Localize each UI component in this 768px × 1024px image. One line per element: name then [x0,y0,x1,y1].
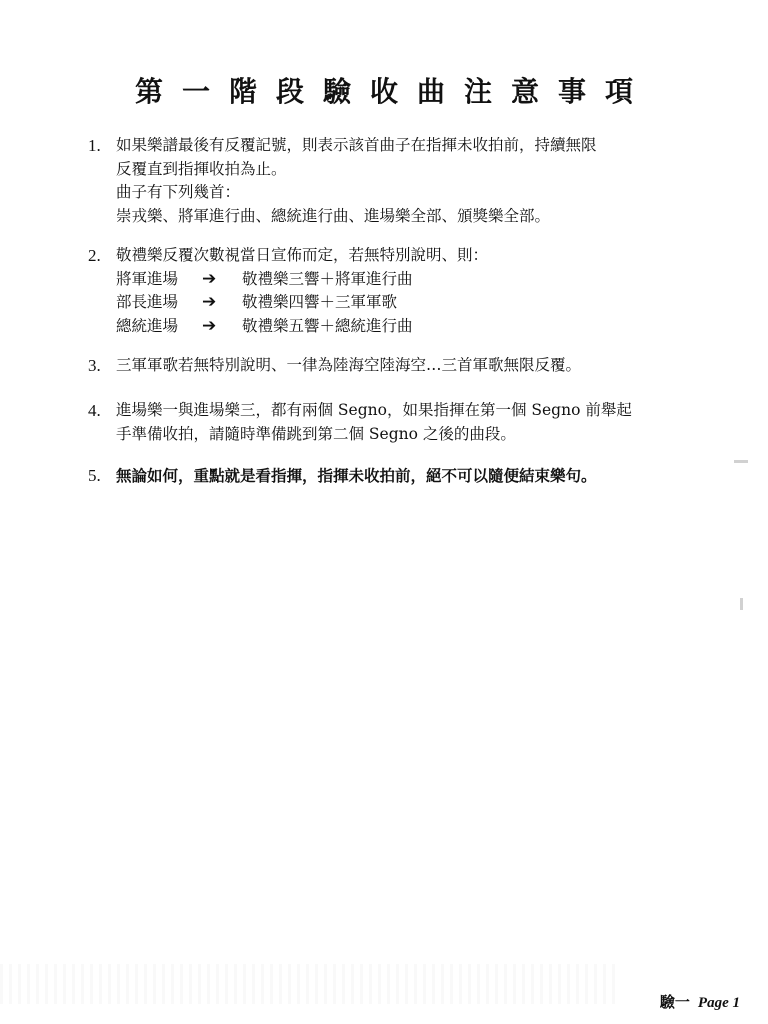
list-item-1 [88,134,708,228]
arrow-icon: ➔ [202,292,217,312]
occasion-label: 總統進場 [116,316,179,335]
footer-label: 驗一 [659,993,690,1011]
item-number: 5. [88,466,101,485]
item-intro: 敬禮樂反覆次數視當日宣佈而定，若無特別說明、則： [116,246,489,264]
item-line: 曲子有下列幾首： [116,183,241,201]
scan-speck [734,460,748,463]
arrow-icon: ➔ [202,268,217,289]
music-label: 敬禮樂三響＋將軍進行曲 [242,269,413,288]
item-line: 手準備收拍，請隨時準備跳到第二個 Segno 之後的曲段。 [116,424,516,443]
item-line: 三軍軍歌若無特別說明、一律為陸海空陸海空…三首軍歌無限反覆。 [116,356,582,374]
protocol-row [116,315,708,339]
list-item-4 [88,399,708,446]
occasion-label: 將軍進場 [116,269,179,288]
music-label: 敬禮樂四響＋三軍軍歌 [242,293,398,311]
item-number: 4. [88,401,101,420]
page-number: Page 1 [697,995,740,1011]
music-label: 敬禮樂五響＋總統進行曲 [242,316,413,335]
item-number: 2. [88,246,101,265]
occasion-label: 部長進場 [116,293,179,311]
item-line: 進場樂一與進場樂三，都有兩個 Segno，如果指揮在第一個 Segno 前舉起 [116,401,632,419]
item-line: 崇戎樂、將軍進行曲、總統進行曲、進場樂全部、頒獎樂全部。 [116,206,551,225]
item-body [116,399,708,446]
list-item-2 [88,244,708,338]
item-line: 反覆直到指揮收拍為止。 [116,159,287,178]
item-body [116,134,708,228]
page-footer [660,991,740,1012]
protocol-row [116,291,708,315]
item-body [116,244,708,338]
item-number: 1. [88,136,101,155]
item-body [116,354,708,378]
arrow-icon: ➔ [202,315,217,336]
item-line: 如果樂譜最後有反覆記號，則表示該首曲子在指揮未收拍前，持續無限 [116,136,597,154]
list-item-3 [88,354,708,378]
protocol-row [116,268,708,292]
page-title: 第一階段驗收曲注意事項 [134,75,652,108]
scan-noise [0,964,620,1004]
item-body [116,464,708,488]
list-item-5 [88,464,708,488]
scan-speck [740,598,743,610]
item-line: 無論如何，重點就是看指揮，指揮未收拍前，絕不可以隨便結束樂句。 [116,466,597,485]
item-number: 3. [88,356,101,375]
